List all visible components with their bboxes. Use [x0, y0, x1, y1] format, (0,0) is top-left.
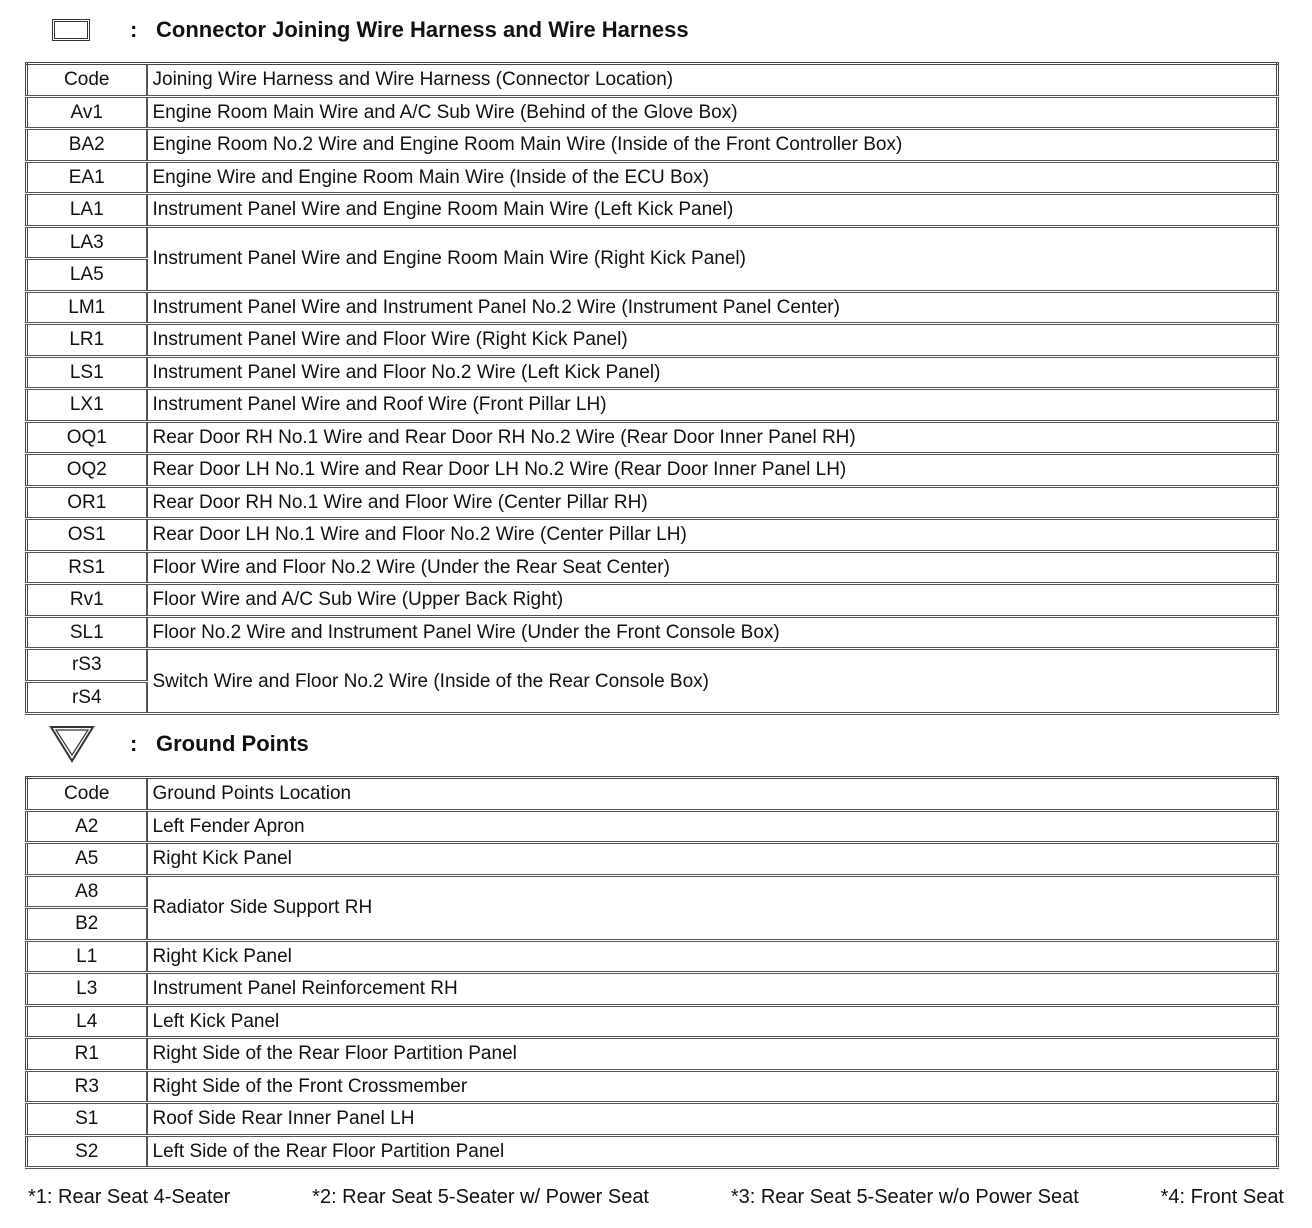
footnotes: [28, 1186, 1284, 1209]
description-cell: Right Kick Panel: [147, 940, 1278, 973]
table-row: [27, 486, 1278, 519]
connector-section-title: Connector Joining Wire Harness and Wire Harness: [156, 17, 689, 42]
description-cell: Instrument Panel Wire and Roof Wire (Front Pillar LH): [147, 389, 1278, 422]
table-row: [27, 940, 1278, 973]
code-cell: B2: [27, 908, 147, 941]
code-cell: R1: [27, 1038, 147, 1071]
description-cell: Instrument Panel Wire and Floor Wire (Right Kick Panel): [147, 324, 1278, 357]
code-cell: A5: [27, 843, 147, 876]
code-cell: LA5: [27, 259, 147, 292]
description-cell: Floor Wire and A/C Sub Wire (Upper Back Right): [147, 584, 1278, 617]
code-cell: LS1: [27, 356, 147, 389]
description-cell: Instrument Panel Wire and Floor No.2 Wire (Left Kick Panel): [147, 356, 1278, 389]
ground-section-colon: :: [130, 731, 138, 756]
table-row: [27, 584, 1278, 617]
code-cell: A2: [27, 810, 147, 843]
code-cell: OQ1: [27, 421, 147, 454]
table-header-row: [27, 778, 1278, 811]
description-cell: Rear Door RH No.1 Wire and Rear Door RH No.2 Wire (Rear Door Inner Panel RH): [147, 421, 1278, 454]
table-row: [27, 1103, 1278, 1136]
description-cell: Engine Wire and Engine Room Main Wire (Inside of the ECU Box): [147, 161, 1278, 194]
table-header-row: [27, 64, 1278, 97]
description-cell: Right Kick Panel: [147, 843, 1278, 876]
description-cell: Left Kick Panel: [147, 1005, 1278, 1038]
code-cell: LA1: [27, 194, 147, 227]
table-row: [27, 875, 1278, 908]
code-cell: A8: [27, 875, 147, 908]
code-cell: S2: [27, 1135, 147, 1168]
code-cell: RS1: [27, 551, 147, 584]
ground-section-title: Ground Points: [156, 731, 309, 756]
description-cell: Rear Door RH No.1 Wire and Floor Wire (Center Pillar RH): [147, 486, 1278, 519]
table-row: [27, 843, 1278, 876]
code-cell: LX1: [27, 389, 147, 422]
table-row: [27, 129, 1278, 162]
description-cell: Instrument Panel Wire and Instrument Panel No.2 Wire (Instrument Panel Center): [147, 291, 1278, 324]
table-row: [27, 649, 1278, 682]
table-row: [27, 389, 1278, 422]
code-cell: S1: [27, 1103, 147, 1136]
table-row: [27, 161, 1278, 194]
table-row: [27, 291, 1278, 324]
description-cell: Right Side of the Rear Floor Partition Panel: [147, 1038, 1278, 1071]
code-cell: R3: [27, 1070, 147, 1103]
table-row: [27, 324, 1278, 357]
table-row: [27, 421, 1278, 454]
code-cell: OQ2: [27, 454, 147, 487]
description-cell: Radiator Side Support RH: [147, 875, 1278, 940]
code-cell: OS1: [27, 519, 147, 552]
table-row: [27, 356, 1278, 389]
table-row: [27, 551, 1278, 584]
table-row: [27, 194, 1278, 227]
connector-section-colon: :: [130, 17, 138, 42]
table-row: [27, 454, 1278, 487]
description-cell: Rear Door LH No.1 Wire and Floor No.2 Wire (Center Pillar LH): [147, 519, 1278, 552]
code-cell: Rv1: [27, 584, 147, 617]
description-cell: Floor No.2 Wire and Instrument Panel Wire (Under the Front Console Box): [147, 616, 1278, 649]
connector-table: [25, 62, 1279, 715]
code-cell: BA2: [27, 129, 147, 162]
code-cell: LM1: [27, 291, 147, 324]
connector-section-header: [48, 10, 948, 50]
description-cell: Instrument Panel Wire and Engine Room Main Wire (Left Kick Panel): [147, 194, 1278, 227]
description-cell: Left Side of the Rear Floor Partition Panel: [147, 1135, 1278, 1168]
description-cell: Engine Room No.2 Wire and Engine Room Main Wire (Inside of the Front Controller Box): [147, 129, 1278, 162]
footnote: *1: Rear Seat 4-Seater: [28, 1186, 231, 1208]
table-row: [27, 1005, 1278, 1038]
code-cell: rS4: [27, 681, 147, 714]
code-cell: OR1: [27, 486, 147, 519]
table-row: [27, 1135, 1278, 1168]
code-cell: LA3: [27, 226, 147, 259]
code-column-header: Code: [27, 778, 147, 811]
table-row: [27, 519, 1278, 552]
table-row: [27, 226, 1278, 259]
code-cell: Av1: [27, 96, 147, 129]
ground-table: [25, 776, 1279, 1169]
description-cell: Floor Wire and Floor No.2 Wire (Under the Rear Seat Center): [147, 551, 1278, 584]
footnote: *4: Front Seat: [1160, 1186, 1284, 1208]
code-cell: L3: [27, 973, 147, 1006]
description-column-header: Ground Points Location: [147, 778, 1278, 811]
description-cell: Rear Door LH No.1 Wire and Rear Door LH No.2 Wire (Rear Door Inner Panel LH): [147, 454, 1278, 487]
description-cell: Instrument Panel Reinforcement RH: [147, 973, 1278, 1006]
table-row: [27, 616, 1278, 649]
footnote: *2: Rear Seat 5-Seater w/ Power Seat: [312, 1186, 649, 1208]
code-cell: EA1: [27, 161, 147, 194]
table-row: [27, 1038, 1278, 1071]
description-cell: Left Fender Apron: [147, 810, 1278, 843]
ground-section-header: [48, 724, 948, 764]
footnote: *3: Rear Seat 5-Seater w/o Power Seat: [730, 1186, 1079, 1208]
description-cell: Instrument Panel Wire and Engine Room Main Wire (Right Kick Panel): [147, 226, 1278, 291]
code-cell: L4: [27, 1005, 147, 1038]
rectangle-symbol-icon: [52, 19, 90, 41]
code-cell: rS3: [27, 649, 147, 682]
code-column-header: Code: [27, 64, 147, 97]
table-row: [27, 96, 1278, 129]
code-cell: L1: [27, 940, 147, 973]
table-row: [27, 973, 1278, 1006]
description-cell: Right Side of the Front Crossmember: [147, 1070, 1278, 1103]
description-column-header: Joining Wire Harness and Wire Harness (Connector Location): [147, 64, 1278, 97]
code-cell: SL1: [27, 616, 147, 649]
description-cell: Switch Wire and Floor No.2 Wire (Inside of the Rear Console Box): [147, 649, 1278, 714]
table-row: [27, 810, 1278, 843]
description-cell: Engine Room Main Wire and A/C Sub Wire (Behind of the Glove Box): [147, 96, 1278, 129]
description-cell: Roof Side Rear Inner Panel LH: [147, 1103, 1278, 1136]
table-row: [27, 1070, 1278, 1103]
code-cell: LR1: [27, 324, 147, 357]
down-triangle-symbol-icon: [48, 724, 96, 764]
